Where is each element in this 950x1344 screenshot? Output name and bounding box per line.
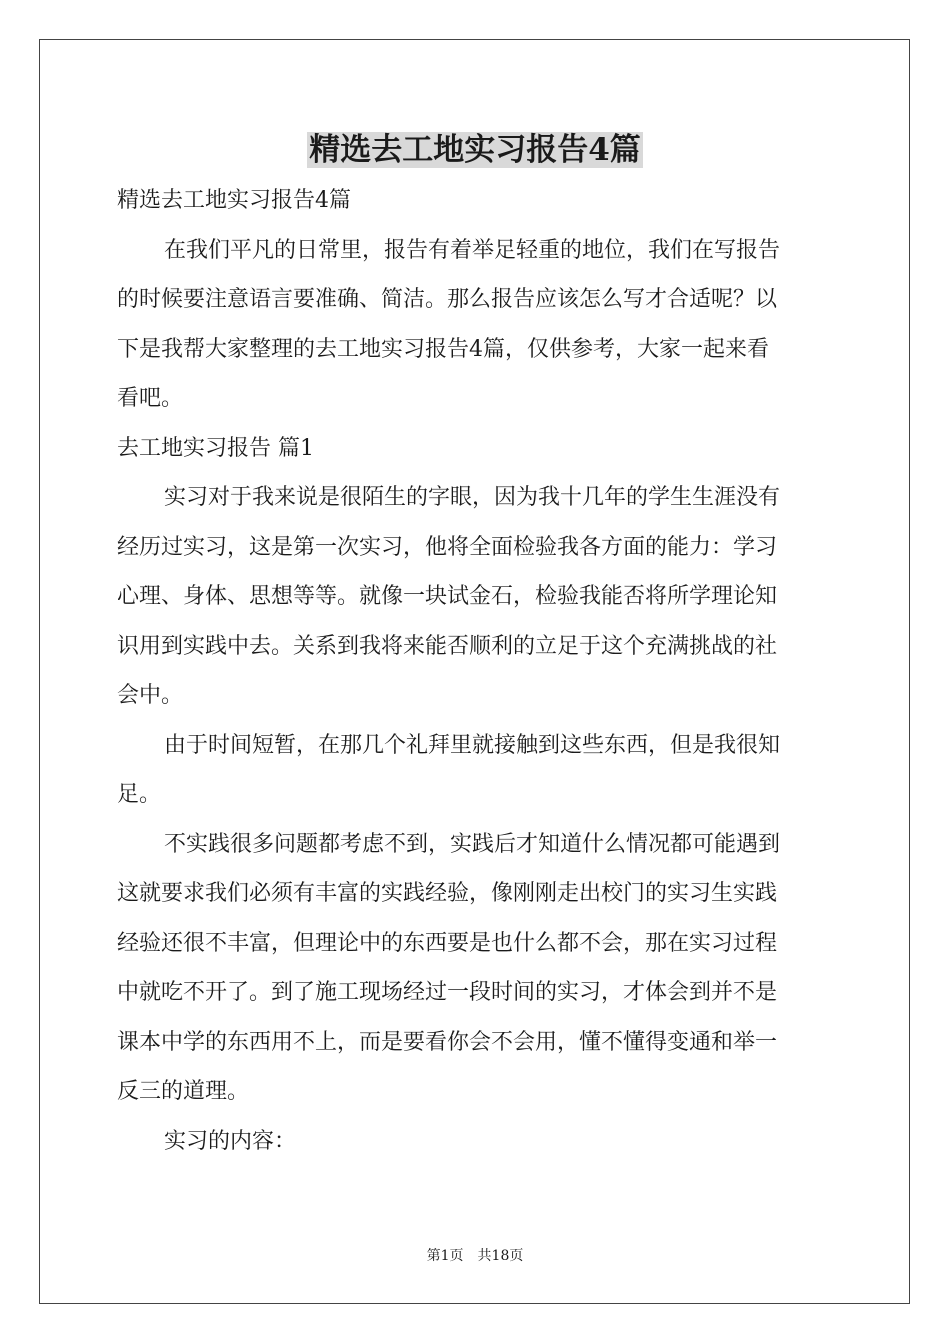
text-line: 实习对于我来说是很陌生的字眼，因为我十几年的学生生涯没有 bbox=[164, 485, 781, 510]
text-line: 实习的内容： bbox=[164, 1128, 297, 1154]
text-line: 反三的道理。 bbox=[117, 1079, 250, 1104]
page-total: 共18页 bbox=[477, 1248, 524, 1264]
page-number: 第1页 bbox=[426, 1248, 464, 1264]
text-line: 经验还很不丰富，但理论中的东西要是也什么都不会，那在实习过程 bbox=[117, 930, 778, 956]
text-line: 由于时间短暂，在那几个礼拜里就接触到这些东西，但是我很知 bbox=[164, 732, 781, 758]
text-line: 去工地实习报告 篇1 bbox=[117, 435, 314, 461]
text-line: 足。 bbox=[117, 782, 162, 807]
text-line: 经历过实习，这是第一次实习，他将全面检验我各方面的能力：学习 bbox=[117, 534, 778, 560]
text-line: 下是我帮大家整理的去工地实习报告4篇，仅供参考，大家一起来看 bbox=[117, 336, 769, 362]
document-body bbox=[117, 176, 833, 1166]
text-line: 在我们平凡的日常里，报告有着举足轻重的地位，我们在写报告 bbox=[164, 237, 781, 263]
text-line: 的时候要注意语言要准确、简洁。那么报告应该怎么写才合适呢？以 bbox=[117, 287, 778, 312]
document-title bbox=[0, 127, 950, 173]
text-line: 不实践很多问题都考虑不到，实践后才知道什么情况都可能遇到 bbox=[164, 831, 781, 857]
text-line: 中就吃不开了。到了施工现场经过一段时间的实习，才体会到并不是 bbox=[117, 980, 778, 1005]
text-line: 会中。 bbox=[117, 683, 184, 708]
text-line: 看吧。 bbox=[117, 386, 184, 411]
text-line: 识用到实践中去。关系到我将来能否顺利的立足于这个充满挑战的社 bbox=[117, 633, 778, 659]
page-footer bbox=[0, 1246, 950, 1266]
text-line: 课本中学的东西用不上，而是要看你会不会用，懂不懂得变通和举一 bbox=[117, 1029, 778, 1055]
text-line: 心理、身体、思想等等。就像一块试金石，检验我能否将所学理论知 bbox=[117, 584, 778, 609]
text-line: 精选去工地实习报告4篇 bbox=[117, 188, 351, 213]
document-title-text: 精选去工地实习报告4篇 bbox=[309, 132, 641, 168]
text-line: 这就要求我们必须有丰富的实践经验，像刚刚走出校门的实习生实践 bbox=[117, 881, 778, 906]
